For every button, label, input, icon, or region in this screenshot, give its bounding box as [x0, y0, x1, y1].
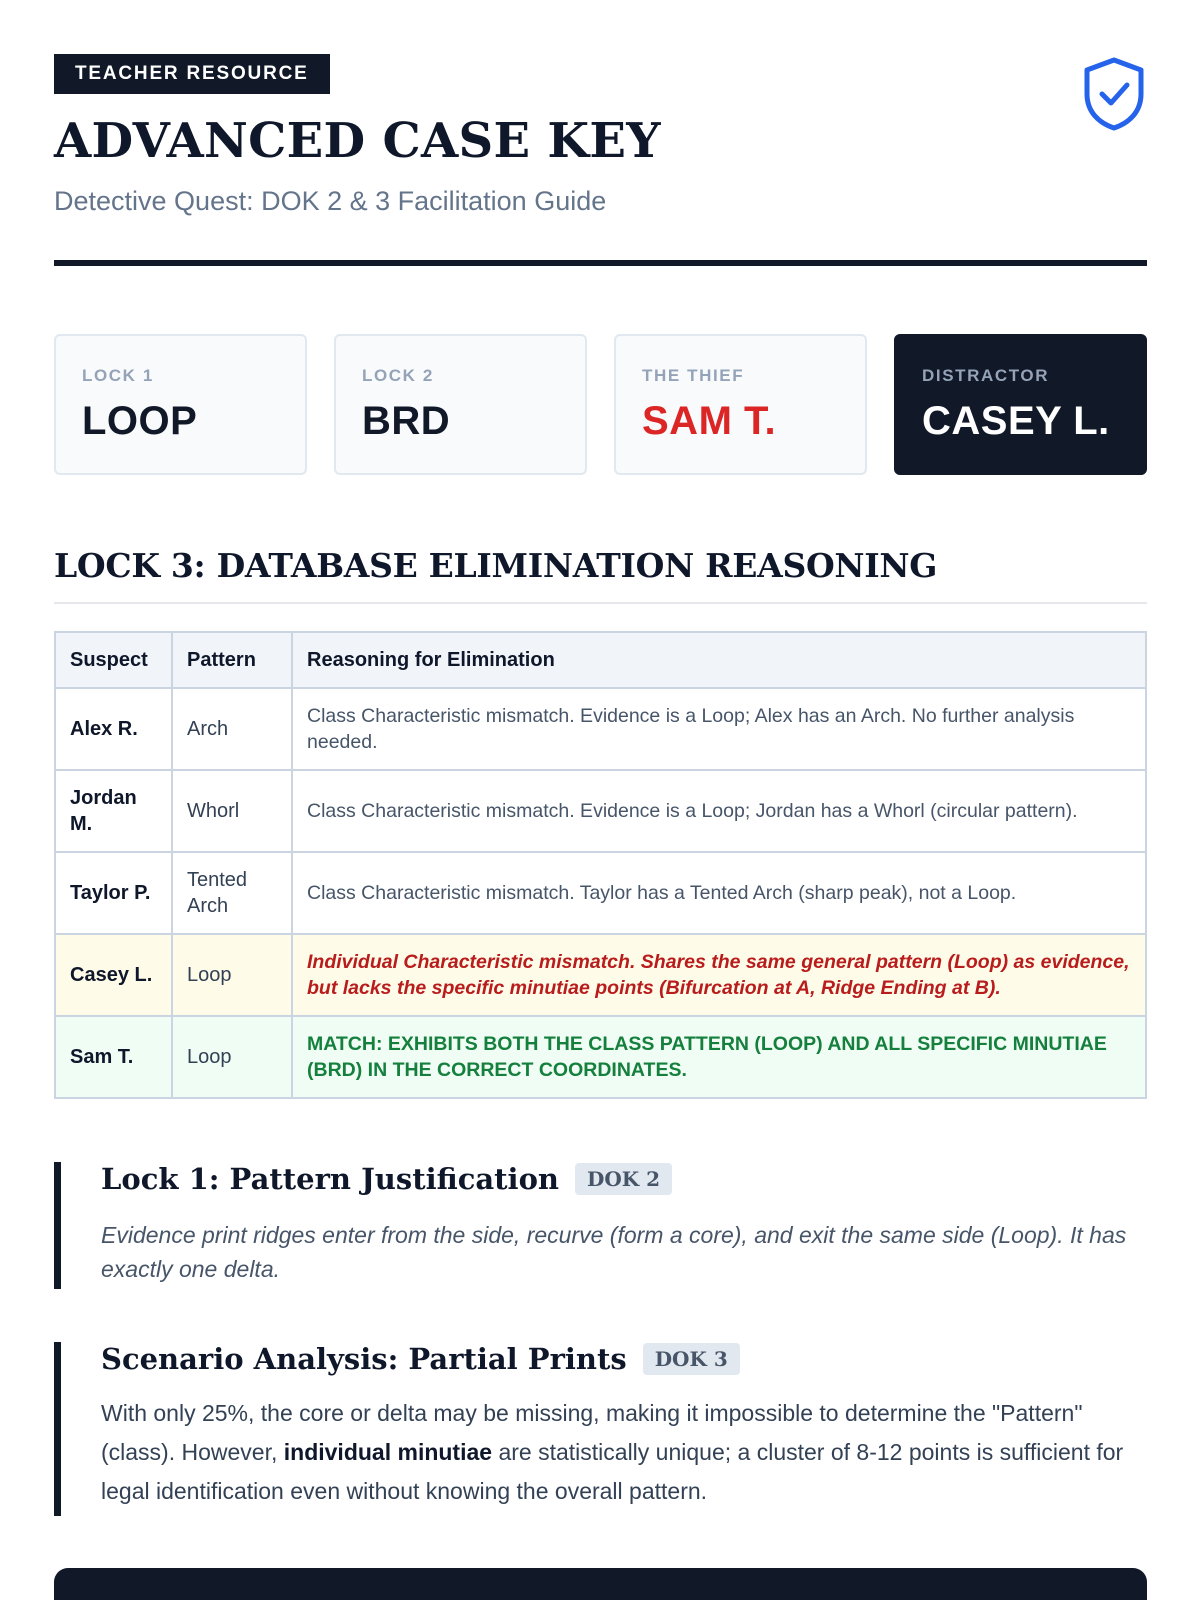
- header-divider: [54, 260, 1147, 266]
- card-value: BRD: [362, 399, 451, 443]
- table-row-distractor: [55, 934, 1146, 1016]
- resource-tag: TEACHER RESOURCE: [54, 54, 330, 94]
- footer-bar: [54, 1568, 1147, 1600]
- table-header-row: [55, 632, 1146, 688]
- card-value: LOOP: [82, 399, 198, 443]
- reason-cell: Class Characteristic mismatch. Evidence is a Loop; Jordan has a Whorl (circular pattern).: [292, 770, 1146, 852]
- block-text: [101, 1394, 1147, 1511]
- suspect-cell: Jordan M.: [55, 770, 172, 852]
- pattern-cell: Arch: [172, 688, 292, 770]
- suspect-cell: Taylor P.: [55, 852, 172, 934]
- text-part: With only 25%, the core or delta may be missing, making it impossible to determine the "Pattern" (class). However,: [101, 1400, 1083, 1465]
- card-value: CASEY L.: [922, 399, 1110, 443]
- reason-cell: Individual Characteristic mismatch. Shares the same general pattern (Loop) as evidence, but lacks the specific minutiae points (Bifurcation at A, Ridge Ending at B).: [292, 934, 1146, 1016]
- suspect-cell: Sam T.: [55, 1016, 172, 1098]
- scenario-analysis: [54, 1342, 1147, 1516]
- card-label: DISTRACTOR: [922, 366, 1050, 385]
- answer-cards: [54, 334, 1147, 475]
- table-row: [55, 770, 1146, 852]
- table-row: [55, 852, 1146, 934]
- pattern-cell: Loop: [172, 934, 292, 1016]
- page-title: ADVANCED CASE KEY: [54, 113, 661, 169]
- card-thief: [614, 334, 867, 475]
- text-part: are statistically unique; a cluster of 8-12 points is sufficient for legal identification even without knowing the overall pattern.: [101, 1439, 1124, 1504]
- card-label: LOCK 2: [362, 366, 434, 385]
- pattern-cell: Tented Arch: [172, 852, 292, 934]
- table-row-match: [55, 1016, 1146, 1098]
- block-title-text: Scenario Analysis: Partial Prints: [101, 1342, 627, 1376]
- pattern-cell: Whorl: [172, 770, 292, 852]
- pattern-cell: Loop: [172, 1016, 292, 1098]
- reason-cell: Class Characteristic mismatch. Taylor has a Tented Arch (sharp peak), not a Loop.: [292, 852, 1146, 934]
- page-subtitle: Detective Quest: DOK 2 & 3 Facilitation Guide: [54, 186, 607, 216]
- table-row: [55, 688, 1146, 770]
- dok-badge: DOK 2: [575, 1163, 672, 1195]
- suspect-cell: Casey L.: [55, 934, 172, 1016]
- column-header: Pattern: [172, 632, 292, 688]
- block-text: Evidence print ridges enter from the side, recurve (form a core), and exit the same side (Loop). It has exactly one delta.: [101, 1222, 1127, 1282]
- lock-1-justification: [54, 1162, 1147, 1289]
- card-lock-1: [54, 334, 307, 475]
- column-header: Suspect: [55, 632, 172, 688]
- reason-cell: Class Characteristic mismatch. Evidence is a Loop; Alex has an Arch. No further analysis needed.: [292, 688, 1146, 770]
- section-divider: [54, 602, 1147, 604]
- block-title: [101, 1342, 1147, 1376]
- elimination-table: [54, 631, 1147, 1099]
- card-distractor: [894, 334, 1147, 475]
- card-value: SAM T.: [642, 399, 777, 443]
- column-header: Reasoning for Elimination: [292, 632, 1146, 688]
- lock-3-heading: LOCK 3: DATABASE ELIMINATION REASONING: [54, 546, 938, 585]
- reason-cell: MATCH: EXHIBITS BOTH THE CLASS PATTERN (LOOP) AND ALL SPECIFIC MINUTIAE (BRD) IN THE CORRECT COORDINATES.: [292, 1016, 1146, 1098]
- dok-badge: DOK 3: [643, 1343, 740, 1375]
- card-lock-2: [334, 334, 587, 475]
- suspect-cell: Alex R.: [55, 688, 172, 770]
- shield-check-icon: [1081, 56, 1147, 132]
- card-label: THE THIEF: [642, 366, 745, 385]
- block-title-text: Lock 1: Pattern Justification: [101, 1162, 559, 1196]
- block-title: [101, 1162, 1147, 1196]
- card-label: LOCK 1: [82, 366, 154, 385]
- emphasis-text: individual minutiae: [283, 1439, 493, 1465]
